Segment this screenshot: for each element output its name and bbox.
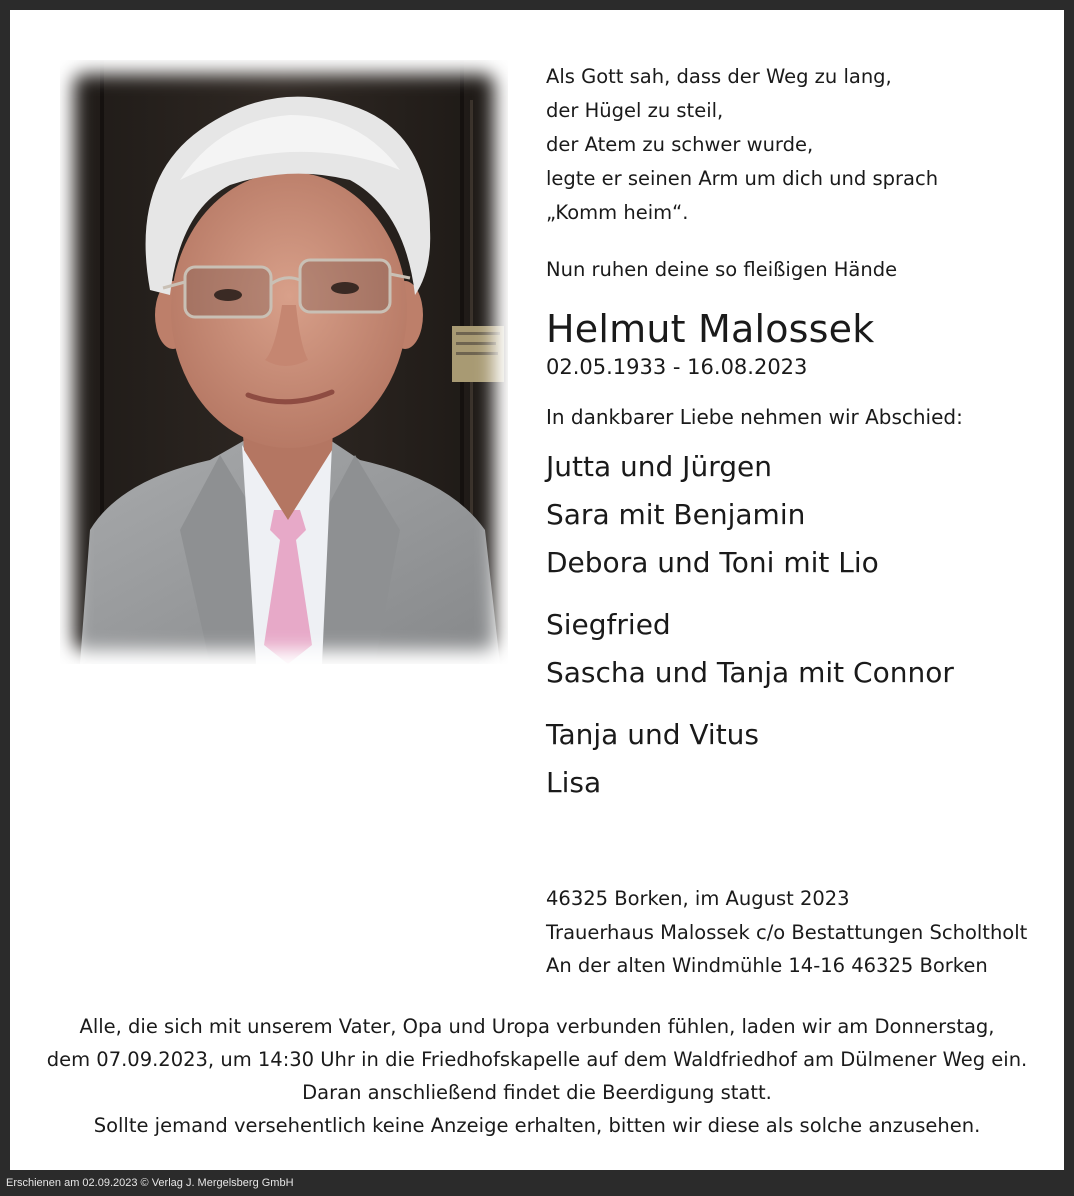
mourner: Siegfried [546,608,671,641]
mourner: Sascha und Tanja mit Connor [546,656,954,689]
poem-line: der Atem zu schwer wurde, [546,133,814,156]
address-line: 46325 Borken, im August 2023 [546,887,850,910]
mourner: Tanja und Vitus [546,718,760,751]
mourner-group [546,443,1056,587]
notice-line: Daran anschließend findet die Beerdigung statt. [302,1081,772,1104]
address-line: Trauerhaus Malossek c/o Bestattungen Scholtholt [546,920,1028,944]
deceased-name: Helmut Malossek [546,307,875,351]
funeral-notice [10,1010,1064,1142]
farewell-intro: In dankbarer Liebe nehmen wir Abschied: [546,405,963,429]
phrase: Nun ruhen deine so fleißigen Hände [546,258,898,281]
poem [546,60,1056,230]
mourner: Lisa [546,766,602,799]
address-block [546,882,1056,983]
mourner-group [546,601,1056,697]
main-text-column [546,60,1056,821]
life-dates: 02.05.1933 - 16.08.2023 [546,355,808,379]
mourner: Debora und Toni mit Lio [546,546,879,579]
publication-footer: Erschienen am 02.09.2023 © Verlag J. Mergelsberg GmbH [6,1177,294,1189]
obituary-sheet [10,10,1064,1170]
notice-line: Alle, die sich mit unserem Vater, Opa und Uropa verbunden fühlen, laden wir am Donnerstag, [79,1015,995,1038]
mourner: Jutta und Jürgen [546,450,772,483]
mourner-group [546,711,1056,807]
mourner: Sara mit Benjamin [546,498,806,531]
poem-line: legte er seinen Arm um dich und sprach [546,167,939,190]
mourner-list [546,443,1056,807]
portrait-photo [60,60,508,664]
poem-line: Als Gott sah, dass der Weg zu lang, [546,65,892,88]
poem-line: der Hügel zu steil, [546,99,724,122]
poem-line: „Komm heim“. [546,201,689,224]
notice-line: dem 07.09.2023, um 14:30 Uhr in die Friedhofskapelle auf dem Waldfriedhof am Dülmener Weg ein. [46,1048,1028,1071]
notice-line: Sollte jemand versehentlich keine Anzeige erhalten, bitten wir diese als solche anzusehen. [93,1114,981,1137]
address-line: An der alten Windmühle 14-16 46325 Borken [546,954,988,977]
